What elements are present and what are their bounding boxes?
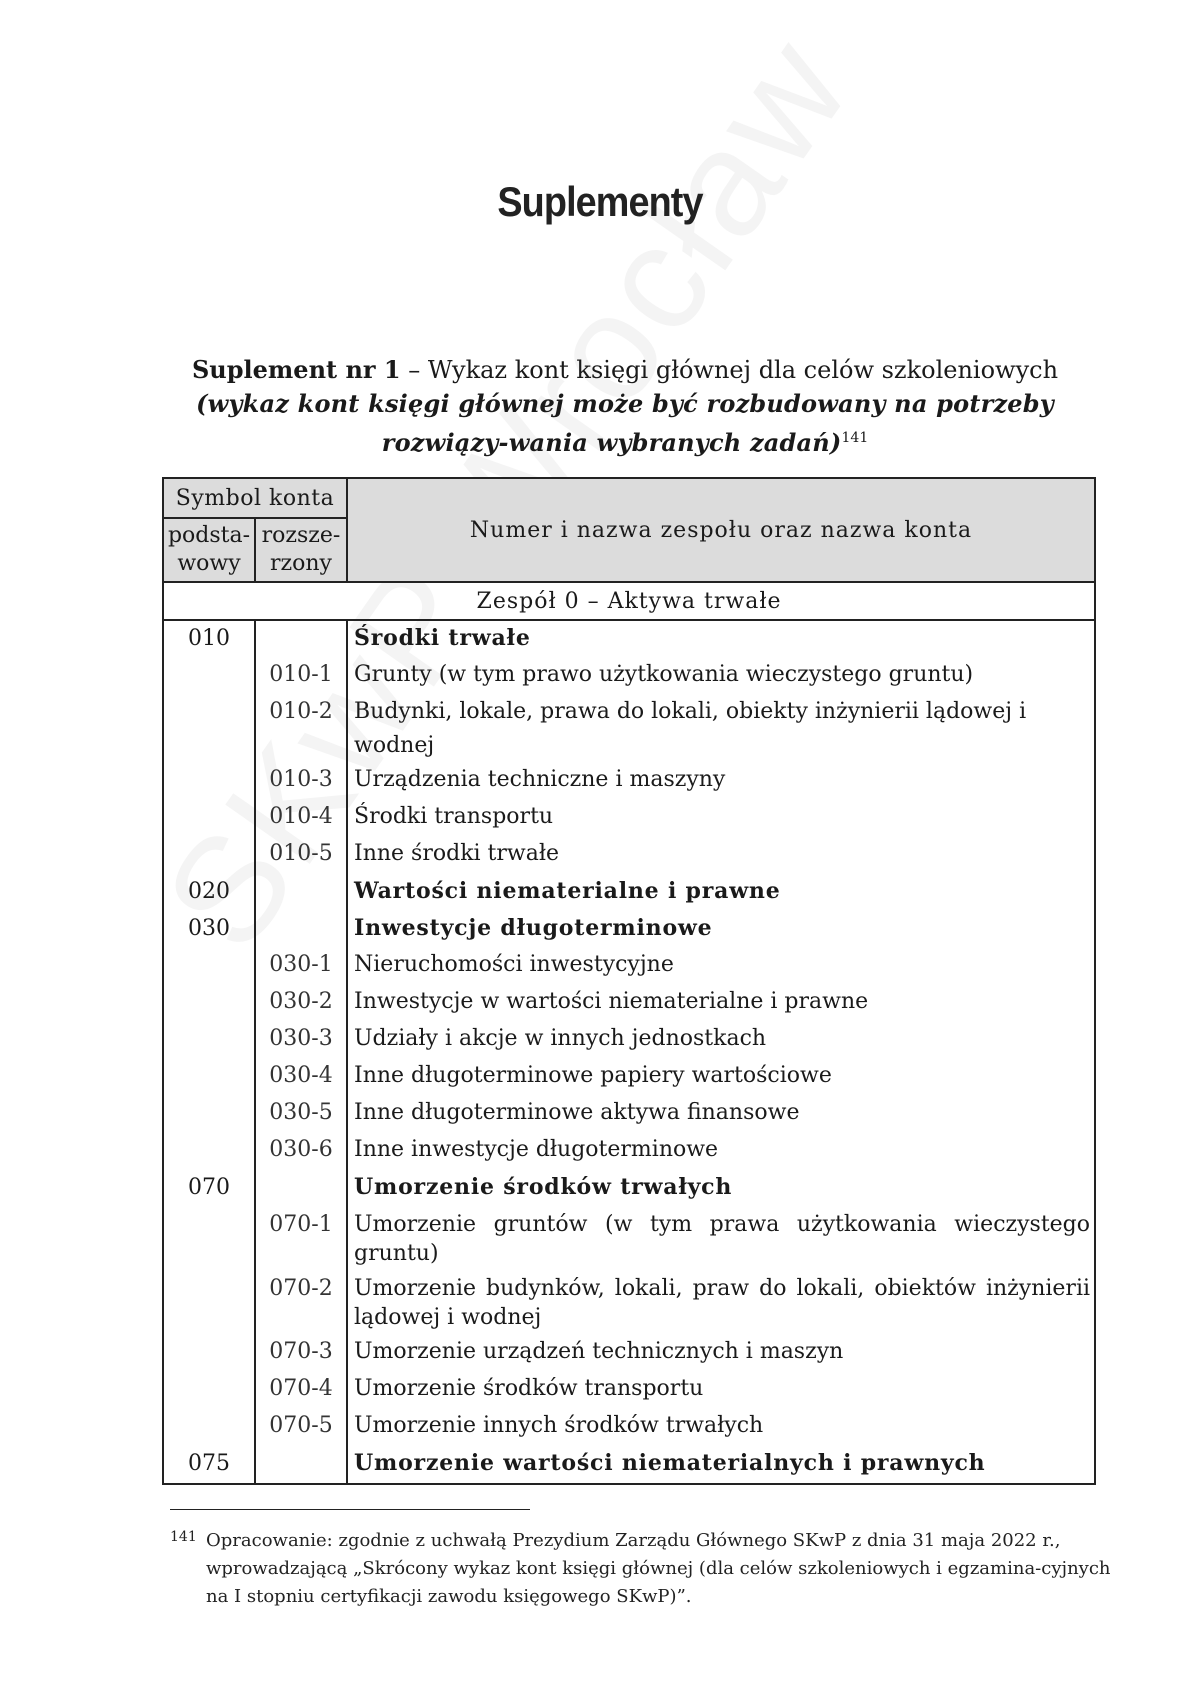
account-extended: 030-2 [255,985,347,1022]
page-title: Suplementy [497,178,703,225]
footnote [170,1527,1120,1611]
table-row [163,695,1095,763]
account-name: Środki transportu [347,800,1095,837]
account-name: Umorzenie urządzeń technicznych i maszyn [347,1335,1095,1372]
account-basic [163,763,255,800]
account-extended [255,1170,347,1207]
header-basic: podsta-wowy [163,518,255,582]
account-extended: 030-5 [255,1096,347,1133]
supplement-subtitle: (wykaz kont księgi głównej może być rozbudowany na potrzeby rozwiązy-wania wybranych zadań) [196,389,1054,457]
table-row [163,763,1095,800]
table-row [163,985,1095,1022]
footnote-reference[interactable]: 141 [841,430,869,446]
account-extended [255,874,347,911]
account-basic [163,1335,255,1372]
account-basic [163,1207,255,1271]
group-label: Zespół 0 – Aktywa trwałe [163,582,1095,620]
account-basic [163,1022,255,1059]
table-row [163,837,1095,874]
header-name: Numer i nazwa zespołu oraz nazwa konta [347,478,1095,582]
account-basic [163,1372,255,1409]
account-name: Umorzenie budynków, lokali, praw do lokali, obiektów inżynierii lądowej i wodnej [347,1271,1095,1335]
accounts-table [162,477,1096,1485]
account-extended [255,620,347,658]
account-name: Inne środki trwałe [347,837,1095,874]
supplement-dash: – [400,356,428,384]
account-name: Urządzenia techniczne i maszyny [347,763,1095,800]
account-basic [163,1133,255,1170]
account-extended: 010-2 [255,695,347,763]
supplement-title: Wykaz kont księgi głównej dla celów szkoleniowych [427,356,1059,384]
account-extended: 010-1 [255,658,347,695]
account-name: Umorzenie środków trwałych [347,1170,1095,1207]
account-name: Wartości niematerialne i prawne [347,874,1095,911]
table-row [163,1133,1095,1170]
account-name: Umorzenie gruntów (w tym prawa użytkowania wieczystego gruntu) [347,1207,1095,1271]
table-row [163,1059,1095,1096]
account-basic: 075 [163,1446,255,1484]
table-row [163,658,1095,695]
account-name: Umorzenie środków transportu [347,1372,1095,1409]
account-basic [163,1409,255,1446]
account-name: Inwestycje długoterminowe [347,911,1095,948]
account-basic [163,800,255,837]
account-name: Umorzenie wartości niematerialnych i prawnych [347,1446,1095,1484]
account-basic [163,1096,255,1133]
header-extended: rozsze-rzony [255,518,347,582]
account-basic [163,658,255,695]
account-basic [163,1271,255,1335]
account-name: Inwestycje w wartości niematerialne i prawne [347,985,1095,1022]
account-basic [163,695,255,763]
account-name: Grunty (w tym prawo użytkowania wieczystego gruntu) [347,658,1095,695]
account-extended: 070-5 [255,1409,347,1446]
account-extended: 070-3 [255,1335,347,1372]
account-extended: 030-3 [255,1022,347,1059]
account-extended: 030-1 [255,948,347,985]
table-row [163,911,1095,948]
supplement-heading [160,353,1090,460]
footnote-mark: 141 [170,1529,197,1545]
account-extended: 070-1 [255,1207,347,1271]
header-symbol: Symbol konta [163,478,347,518]
table-row [163,1446,1095,1484]
account-extended: 010-5 [255,837,347,874]
account-extended: 010-4 [255,800,347,837]
table-row [163,1096,1095,1133]
table-row [163,1170,1095,1207]
account-extended: 070-4 [255,1372,347,1409]
account-basic: 010 [163,620,255,658]
account-extended [255,911,347,948]
group-row [163,582,1095,620]
account-name: Umorzenie innych środków trwałych [347,1409,1095,1446]
table-row [163,1372,1095,1409]
account-name: Inne długoterminowe aktywa finansowe [347,1096,1095,1133]
account-extended: 010-3 [255,763,347,800]
account-name: Udziały i akcje w innych jednostkach [347,1022,1095,1059]
account-basic: 030 [163,911,255,948]
account-basic: 020 [163,874,255,911]
table-row [163,874,1095,911]
footnote-divider [170,1509,530,1510]
table-row [163,620,1095,658]
account-basic [163,985,255,1022]
account-extended: 030-4 [255,1059,347,1096]
supplement-label: Suplement nr 1 [191,355,401,384]
table-row [163,800,1095,837]
account-extended: 030-6 [255,1133,347,1170]
account-extended [255,1446,347,1484]
account-basic [163,1059,255,1096]
table-row [163,948,1095,985]
account-basic [163,948,255,985]
account-basic: 070 [163,1170,255,1207]
account-name: Inne inwestycje długoterminowe [347,1133,1095,1170]
table-row [163,1271,1095,1335]
account-name: Budynki, lokale, prawa do lokali, obiekty inżynierii lądowej i wodnej [347,695,1095,763]
table-row [163,1335,1095,1372]
account-name: Inne długoterminowe papiery wartościowe [347,1059,1095,1096]
table-row [163,1022,1095,1059]
account-name: Nieruchomości inwestycyjne [347,948,1095,985]
account-extended: 070-2 [255,1271,347,1335]
account-basic [163,837,255,874]
table-row [163,1409,1095,1446]
account-name: Środki trwałe [347,620,1095,658]
footnote-text: Opracowanie: zgodnie z uchwałą Prezydium Zarządu Głównego SKwP z dnia 31 maja 2022 r., wprowadzającą „Skrócony wykaz kont księgi głównej (dla celów szkoleniowych i egzamina-cyjnych na I stopniu certyfikacji zawodu księgowego SKwP)”. [206,1530,1111,1607]
table-row [163,1207,1095,1271]
